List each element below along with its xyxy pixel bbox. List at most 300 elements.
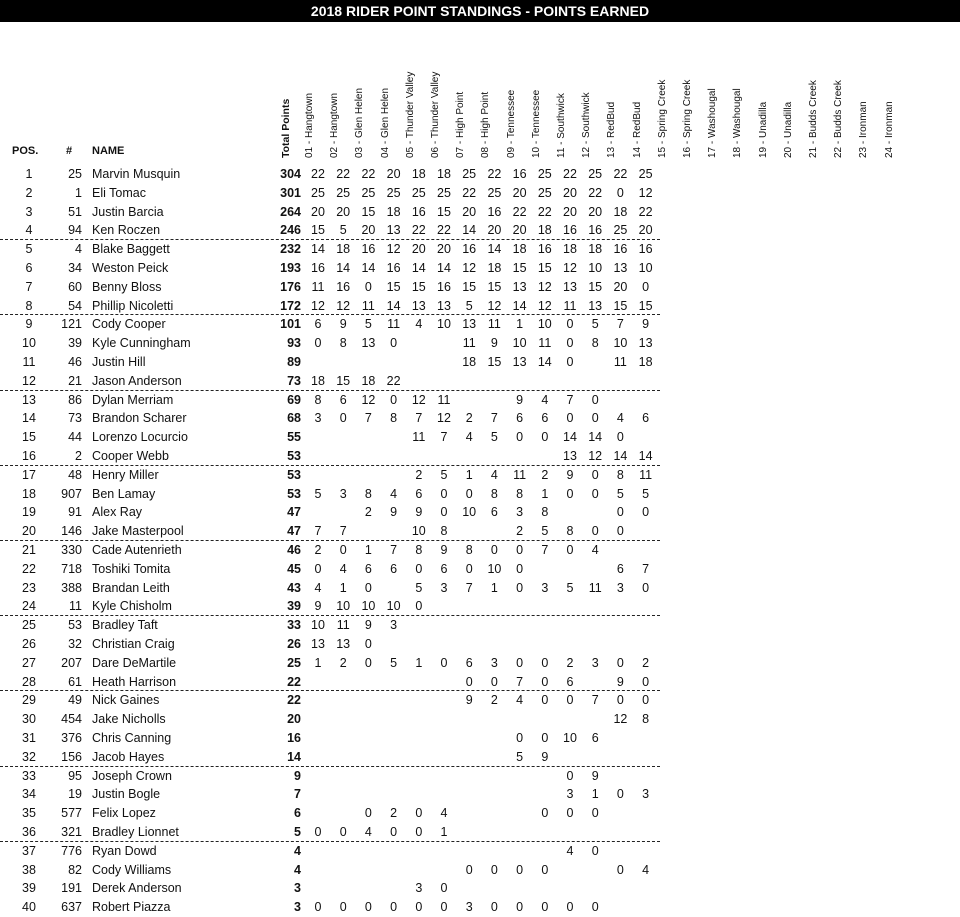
round-points-cell: 0 — [616, 693, 624, 708]
round-points-cell: 5 — [516, 749, 524, 764]
round-points-cell: 25 — [638, 167, 653, 181]
round-points-cell: 20 — [563, 185, 577, 200]
total-points-cell: 93 — [287, 336, 301, 351]
round-points-cell: 15 — [588, 279, 603, 294]
round-points-cell: 0 — [541, 731, 549, 745]
round-points-cell: 5 — [465, 298, 473, 313]
rider-number-cell: 376 — [61, 731, 82, 745]
round-points-cell: 0 — [566, 806, 574, 821]
round-points-cell: 15 — [537, 261, 552, 275]
position-cell: 5 — [25, 242, 33, 257]
round-points-cell: 12 — [563, 261, 577, 275]
round-header-22-label: 22 - Budds Creek — [833, 80, 845, 158]
round-header-1-label: 01 - Hangtown — [304, 92, 315, 158]
round-points-cell: 0 — [566, 900, 574, 915]
round-points-cell: 5 — [541, 524, 549, 539]
table-row — [0, 278, 960, 297]
round-points-cell: 0 — [339, 900, 347, 915]
round-points-cell: 2 — [566, 655, 574, 670]
round-points-cell: 15 — [613, 298, 628, 313]
position-cell: 21 — [22, 543, 36, 557]
round-points-cell: 12 — [487, 298, 502, 313]
round-points-cell: 2 — [314, 543, 322, 557]
position-cell: 40 — [22, 900, 36, 915]
position-cell: 2 — [25, 185, 33, 200]
round-points-cell: 20 — [512, 223, 527, 238]
position-cell: 3 — [25, 204, 33, 219]
round-points-cell: 11 — [412, 430, 426, 445]
round-points-cell: 4 — [516, 693, 524, 708]
round-points-cell: 0 — [440, 505, 448, 520]
round-points-cell: 5 — [440, 467, 448, 482]
round-points-cell: 18 — [437, 167, 451, 181]
round-points-cell: 18 — [563, 242, 577, 257]
round-points-cell: 5 — [415, 580, 423, 595]
round-points-cell: 16 — [512, 167, 527, 181]
round-points-cell: 20 — [563, 204, 577, 219]
round-points-cell: 16 — [336, 279, 351, 294]
round-points-cell: 9 — [339, 317, 347, 332]
round-points-cell: 14 — [563, 430, 577, 445]
round-points-cell: 16 — [462, 242, 477, 257]
round-points-cell: 10 — [512, 336, 527, 351]
round-header-17-label: 17 - Washougal — [707, 88, 719, 158]
round-points-cell: 0 — [516, 900, 524, 915]
position-cell: 16 — [22, 449, 36, 463]
round-points-cell: 14 — [487, 242, 502, 257]
table-row — [0, 503, 960, 522]
round-points-cell: 14 — [361, 261, 376, 275]
round-points-cell: 1 — [314, 655, 322, 670]
round-points-cell: 20 — [487, 223, 502, 238]
table-row — [0, 184, 960, 203]
pos-header: POS. — [12, 145, 39, 157]
round-points-cell: 0 — [541, 806, 549, 821]
round-points-cell: 0 — [490, 862, 498, 877]
round-points-cell: 0 — [566, 486, 574, 501]
round-points-cell: 8 — [541, 505, 549, 520]
round-points-cell: 0 — [566, 355, 574, 369]
round-points-cell: 0 — [591, 843, 599, 858]
round-points-cell: 0 — [516, 655, 524, 670]
round-points-cell: 11 — [487, 317, 501, 332]
total-points-cell: 69 — [287, 392, 301, 407]
round-header-24-label: 24 - Ironman — [883, 101, 895, 158]
rider-name-cell: Ryan Dowd — [92, 843, 157, 858]
rider-number-cell: 19 — [68, 787, 82, 802]
position-cell: 12 — [22, 373, 36, 388]
round-points-cell: 0 — [364, 580, 372, 595]
round-points-cell: 3 — [339, 486, 347, 501]
round-points-cell: 12 — [638, 185, 653, 200]
round-points-cell: 0 — [541, 693, 549, 708]
rider-number-cell: 48 — [68, 467, 82, 482]
total-points-cell: 232 — [280, 242, 301, 257]
round-points-cell: 0 — [516, 862, 524, 877]
round-points-cell: 9 — [616, 674, 624, 689]
total-points-cell: 4 — [294, 843, 301, 858]
round-header-6-label: 06 - Thunder Valley — [430, 71, 441, 158]
round-points-cell: 22 — [386, 373, 401, 388]
round-points-cell: 20 — [462, 204, 477, 219]
round-points-cell: 11 — [387, 317, 401, 332]
round-points-cell: 13 — [563, 279, 577, 294]
rider-name-cell: Brandon Scharer — [92, 411, 187, 426]
position-cell: 27 — [22, 655, 36, 670]
round-points-cell: 4 — [566, 843, 574, 858]
round-points-cell: 15 — [336, 373, 351, 388]
round-points-cell: 8 — [465, 543, 473, 557]
rider-name-cell: Jacob Hayes — [92, 749, 165, 764]
table-row — [0, 898, 960, 917]
total-points-cell: 16 — [287, 731, 301, 745]
round-points-cell: 0 — [591, 806, 599, 821]
round-points-cell: 16 — [613, 242, 628, 257]
rider-number-cell: 191 — [61, 881, 82, 896]
round-points-cell: 15 — [386, 279, 401, 294]
round-points-cell: 18 — [638, 355, 653, 369]
round-points-cell: 22 — [437, 223, 451, 238]
round-points-cell: 4 — [364, 825, 372, 839]
round-points-cell: 18 — [462, 355, 477, 369]
rider-number-cell: 207 — [61, 655, 82, 670]
round-points-cell: 11 — [437, 392, 451, 407]
round-points-cell: 0 — [566, 543, 574, 557]
round-points-cell: 15 — [487, 279, 502, 294]
round-points-cell: 0 — [642, 674, 650, 689]
round-points-cell: 13 — [311, 637, 325, 651]
round-points-cell: 2 — [465, 411, 473, 426]
round-points-cell: 6 — [465, 655, 473, 670]
round-points-cell: 0 — [516, 561, 524, 576]
round-points-cell: 0 — [616, 862, 624, 877]
round-points-cell: 22 — [512, 204, 527, 219]
round-points-cell: 7 — [314, 524, 322, 539]
position-cell: 1 — [25, 167, 33, 181]
round-points-cell: 0 — [541, 862, 549, 877]
round-points-cell: 25 — [613, 223, 628, 238]
round-points-cell: 9 — [390, 505, 398, 520]
rider-number-cell: 39 — [68, 336, 82, 351]
table-row — [0, 861, 960, 880]
name-header: NAME — [92, 145, 125, 157]
table-row — [0, 221, 960, 240]
rider-number-cell: 61 — [68, 674, 82, 689]
round-points-cell: 12 — [361, 392, 376, 407]
round-points-cell: 0 — [415, 561, 423, 576]
round-points-cell: 3 — [541, 580, 549, 595]
round-points-cell: 13 — [588, 298, 603, 313]
position-cell: 35 — [22, 806, 36, 821]
round-points-cell: 10 — [437, 317, 451, 332]
round-points-cell: 14 — [537, 355, 552, 369]
round-points-cell: 14 — [411, 261, 426, 275]
position-cell: 9 — [25, 317, 33, 332]
table-row — [0, 353, 960, 372]
table-row — [0, 579, 960, 598]
rider-name-cell: Toshiki Tomita — [92, 561, 171, 576]
rider-name-cell: Cade Autenrieth — [92, 543, 182, 557]
round-points-cell: 1 — [465, 467, 473, 482]
round-points-cell: 7 — [440, 430, 448, 445]
round-points-cell: 0 — [642, 693, 650, 708]
round-points-cell: 18 — [512, 242, 527, 257]
round-points-cell: 3 — [465, 900, 473, 915]
round-points-cell: 20 — [336, 204, 351, 219]
round-points-cell: 11 — [563, 298, 577, 313]
total-points-cell: 22 — [287, 674, 301, 689]
rider-number-cell: 637 — [61, 900, 82, 915]
round-points-cell: 7 — [642, 561, 650, 576]
round-points-cell: 7 — [591, 693, 599, 708]
round-header-5-label: 05 - Thunder Valley — [404, 71, 416, 158]
round-points-cell: 10 — [336, 599, 351, 614]
round-points-cell: 0 — [616, 505, 624, 520]
table-row — [0, 691, 960, 710]
table-row — [0, 240, 960, 259]
table-row — [0, 297, 960, 316]
rider-number-cell: 46 — [68, 355, 82, 369]
round-points-cell: 12 — [588, 449, 603, 463]
rider-number-cell: 86 — [68, 392, 82, 407]
position-cell: 20 — [22, 524, 36, 539]
round-points-cell: 0 — [465, 862, 473, 877]
round-points-cell: 18 — [613, 204, 628, 219]
round-points-cell: 6 — [616, 561, 624, 576]
position-cell: 11 — [22, 355, 36, 369]
round-points-cell: 9 — [465, 693, 473, 708]
rider-number-cell: 2 — [75, 449, 82, 463]
rider-number-cell: 21 — [68, 373, 82, 388]
rider-name-cell: Lorenzo Locurcio — [92, 430, 188, 445]
round-points-cell: 16 — [411, 204, 426, 219]
round-points-cell: 22 — [588, 185, 603, 200]
rider-number-cell: 34 — [68, 261, 82, 275]
round-points-cell: 0 — [440, 655, 448, 670]
round-points-cell: 0 — [566, 693, 574, 708]
round-points-cell: 8 — [616, 467, 624, 482]
position-cell: 36 — [22, 825, 36, 839]
total-points-cell: 101 — [280, 317, 301, 332]
round-points-cell: 5 — [642, 486, 650, 501]
rider-name-cell: Justin Bogle — [92, 787, 161, 802]
total-points-cell: 193 — [280, 261, 301, 275]
rider-number-cell: 454 — [61, 712, 82, 727]
round-points-cell: 2 — [339, 655, 347, 670]
round-points-cell: 20 — [638, 223, 653, 238]
round-points-cell: 7 — [541, 543, 549, 557]
table-row — [0, 447, 960, 466]
position-cell: 14 — [22, 411, 36, 426]
rider-name-cell: Christian Craig — [92, 637, 175, 651]
table-row — [0, 315, 960, 334]
rider-name-cell: Bradley Taft — [92, 618, 158, 633]
round-points-cell: 0 — [516, 543, 524, 557]
round-points-cell: 9 — [541, 749, 549, 764]
round-points-cell: 15 — [437, 204, 451, 219]
round-points-cell: 3 — [591, 655, 599, 670]
round-header-4-label: 04 - Glen Helen — [379, 87, 391, 158]
total-points-cell: 68 — [287, 411, 301, 426]
round-points-cell: 0 — [364, 279, 372, 294]
round-header-20-label: 20 - Unadilla — [782, 101, 794, 158]
round-points-cell: 15 — [512, 261, 527, 275]
rider-number-cell: 388 — [61, 580, 82, 595]
rider-name-cell: Eli Tomac — [92, 185, 146, 200]
rider-name-cell: Cody Cooper — [92, 317, 166, 332]
round-points-cell: 8 — [390, 411, 398, 426]
round-points-cell: 15 — [462, 279, 477, 294]
round-points-cell: 4 — [541, 392, 549, 407]
round-points-cell: 13 — [462, 317, 477, 332]
round-points-cell: 9 — [516, 392, 524, 407]
table-row — [0, 597, 960, 616]
rider-number-cell: 94 — [68, 223, 82, 238]
round-points-cell: 11 — [336, 618, 350, 633]
round-points-cell: 12 — [411, 392, 426, 407]
round-header-2-label: 02 - Hangtown — [329, 92, 341, 158]
round-points-cell: 3 — [440, 580, 448, 595]
round-points-cell: 13 — [512, 355, 527, 369]
round-points-cell: 0 — [314, 900, 322, 915]
round-points-cell: 20 — [588, 204, 603, 219]
position-cell: 31 — [22, 731, 36, 745]
position-cell: 17 — [22, 467, 36, 482]
round-points-cell: 0 — [314, 561, 322, 576]
table-row — [0, 259, 960, 278]
round-points-cell: 0 — [339, 543, 347, 557]
rider-number-cell: 49 — [68, 693, 82, 708]
round-points-cell: 0 — [516, 731, 524, 745]
round-points-cell: 0 — [616, 524, 624, 539]
table-row — [0, 804, 960, 823]
round-points-cell: 9 — [364, 618, 372, 633]
round-points-cell: 13 — [336, 637, 351, 651]
round-points-cell: 0 — [541, 674, 549, 689]
round-points-cell: 0 — [490, 674, 498, 689]
round-points-cell: 9 — [642, 317, 650, 332]
round-points-cell: 2 — [516, 524, 524, 539]
round-points-cell: 22 — [563, 167, 577, 181]
round-points-cell: 7 — [364, 411, 372, 426]
round-points-cell: 25 — [537, 167, 552, 181]
number-header: # — [66, 145, 73, 157]
rider-number-cell: 91 — [68, 505, 82, 520]
position-cell: 37 — [22, 843, 36, 858]
round-points-cell: 12 — [336, 298, 351, 313]
round-points-cell: 6 — [415, 486, 423, 501]
round-points-cell: 0 — [390, 392, 398, 407]
round-points-cell: 11 — [613, 355, 627, 369]
round-points-cell: 13 — [512, 279, 527, 294]
table-row — [0, 541, 960, 560]
round-points-cell: 22 — [537, 204, 552, 219]
total-points-cell: 4 — [294, 862, 301, 877]
round-points-cell: 1 — [516, 317, 524, 332]
round-points-cell: 3 — [314, 411, 322, 426]
round-points-cell: 8 — [516, 486, 524, 501]
round-points-cell: 7 — [339, 524, 347, 539]
round-points-cell: 0 — [642, 279, 650, 294]
round-points-cell: 7 — [516, 674, 524, 689]
round-points-cell: 5 — [339, 223, 347, 238]
round-points-cell: 25 — [336, 185, 351, 200]
round-points-cell: 3 — [642, 787, 650, 802]
round-header-3-label: 03 - Glen Helen — [354, 87, 366, 158]
round-points-cell: 12 — [437, 411, 451, 426]
rider-number-cell: 82 — [68, 862, 82, 877]
round-points-cell: 20 — [512, 185, 527, 200]
round-points-cell: 0 — [364, 637, 372, 651]
round-points-cell: 9 — [314, 599, 322, 614]
round-points-cell: 0 — [440, 486, 448, 501]
round-points-cell: 7 — [616, 317, 624, 332]
round-points-cell: 4 — [642, 862, 650, 877]
total-points-cell: 304 — [280, 167, 301, 181]
rider-number-cell: 53 — [68, 618, 82, 633]
round-points-cell: 5 — [364, 317, 372, 332]
round-points-cell: 16 — [638, 242, 653, 257]
rider-name-cell: Justin Hill — [92, 355, 146, 369]
round-points-cell: 18 — [411, 167, 426, 181]
round-points-cell: 0 — [566, 317, 574, 332]
round-header-23-label: 23 - Ironman — [858, 101, 870, 158]
round-points-cell: 10 — [638, 261, 653, 275]
round-points-cell: 13 — [411, 298, 426, 313]
position-cell: 7 — [25, 279, 33, 294]
round-points-cell: 15 — [411, 279, 426, 294]
rider-number-cell: 60 — [68, 279, 82, 294]
round-points-cell: 12 — [537, 279, 552, 294]
round-points-cell: 0 — [339, 411, 347, 426]
round-points-cell: 12 — [386, 242, 401, 257]
round-header-13-label: 13 - RedBud — [606, 101, 618, 158]
round-points-cell: 0 — [490, 543, 498, 557]
round-points-cell: 18 — [336, 242, 351, 257]
total-points-cell: 172 — [280, 298, 301, 313]
round-points-cell: 3 — [390, 618, 398, 633]
round-points-cell: 9 — [591, 768, 599, 783]
table-row — [0, 842, 960, 861]
round-points-cell: 11 — [538, 336, 552, 351]
total-points-cell: 46 — [287, 543, 301, 557]
round-points-cell: 4 — [490, 467, 498, 482]
round-points-cell: 0 — [415, 900, 423, 915]
round-points-cell: 14 — [588, 430, 603, 445]
round-points-cell: 0 — [591, 392, 599, 407]
round-points-cell: 1 — [490, 580, 498, 595]
table-row — [0, 391, 960, 410]
total-points-cell: 26 — [287, 637, 301, 651]
round-points-cell: 14 — [613, 449, 628, 463]
rider-name-cell: Benny Bloss — [92, 279, 162, 294]
round-points-cell: 15 — [487, 355, 502, 369]
round-points-cell: 6 — [364, 561, 372, 576]
total-points-cell: 7 — [294, 787, 301, 802]
round-points-cell: 4 — [616, 411, 624, 426]
rider-name-cell: Chris Canning — [92, 731, 172, 745]
round-points-cell: 13 — [563, 449, 577, 463]
round-points-cell: 14 — [311, 242, 325, 257]
round-points-cell: 0 — [541, 430, 549, 445]
round-points-cell: 4 — [591, 543, 599, 557]
round-points-cell: 4 — [440, 806, 448, 821]
round-points-cell: 0 — [390, 336, 398, 351]
total-points-cell: 55 — [287, 430, 301, 445]
round-points-cell: 2 — [642, 655, 650, 670]
table-row — [0, 372, 960, 391]
rider-number-cell: 4 — [75, 242, 82, 257]
